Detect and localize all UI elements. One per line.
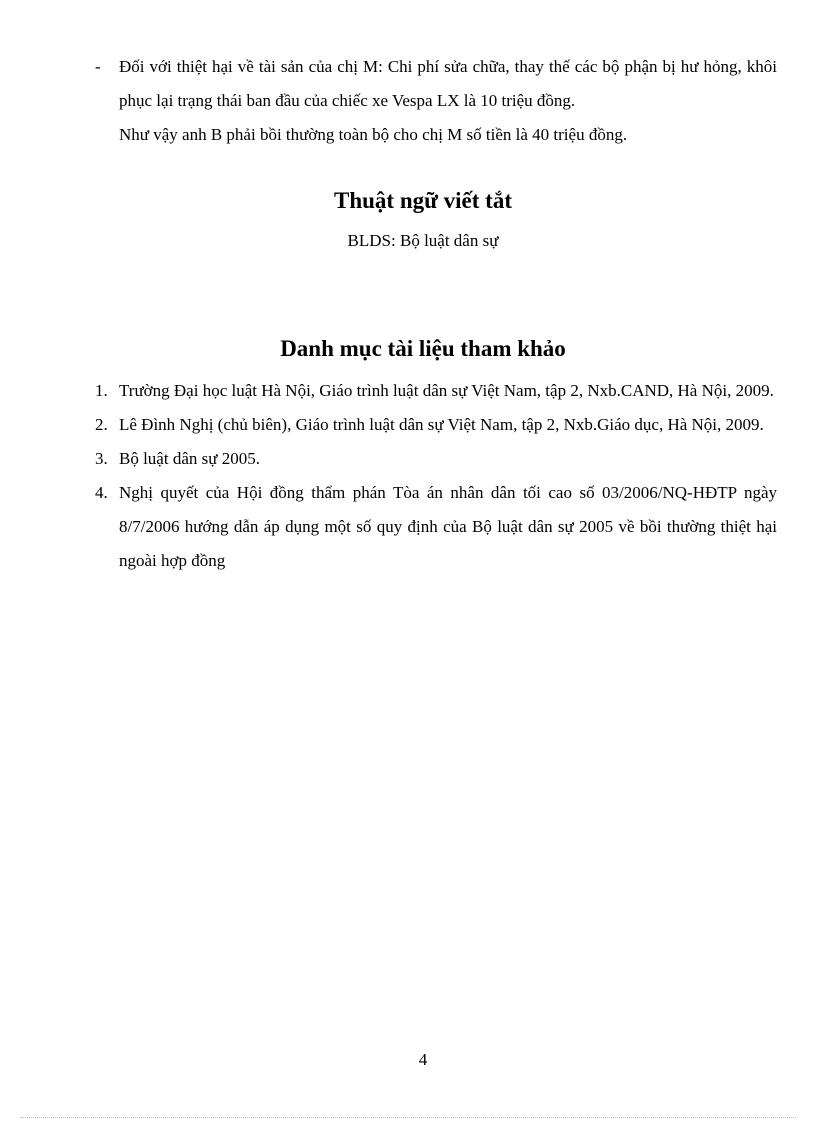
reference-text: Bộ luật dân sự 2005. (119, 449, 260, 468)
abbreviations-heading: Thuật ngữ viết tắt (333, 188, 512, 213)
reference-number: 3. (95, 449, 108, 468)
abbreviation-entry: BLDS: Bộ luật dân sự (347, 231, 499, 250)
reference-item (95, 476, 777, 578)
reference-number: 2. (95, 415, 108, 434)
bullet-item (95, 50, 777, 118)
conclusion-text: Như vậy anh B phải bồi thường toàn bộ cho chị M số tiền là 40 triệu đồng. (119, 125, 628, 144)
references-list (95, 374, 777, 578)
reference-number: 1. (95, 381, 108, 400)
references-heading: Danh mục tài liệu tham khảo (280, 336, 566, 361)
reference-item (95, 442, 777, 476)
reference-text: Nghị quyết của Hội đồng thẩm phán Tòa án nhân dân tối cao số 03/2006/NQ-HĐTP ngày 8/7/2006 hướng dẫn áp dụng một số quy định của Bộ luật dân sự 2005 về bồi thường thiệt hại ngoài hợp đồng (119, 483, 777, 570)
reference-text: Trường Đại học luật Hà Nội, Giáo trình luật dân sự Việt Nam, tập 2, Nxb.CAND, Hà Nội, 2009. (119, 381, 774, 400)
damages-section (95, 50, 777, 152)
bullet-mark: - (95, 57, 101, 76)
page-number: 4 (418, 1050, 428, 1069)
page-bottom-divider (20, 1117, 796, 1118)
reference-text: Lê Đình Nghị (chủ biên), Giáo trình luật dân sự Việt Nam, tập 2, Nxb.Giáo dục, Hà Nội, 2009. (119, 415, 764, 434)
reference-item (95, 408, 777, 442)
reference-item (95, 374, 777, 408)
bullet-text: Đối với thiệt hại về tài sản của chị M: Chi phí sửa chữa, thay thế các bộ phận bị hư hỏng, khôi phục lại trạng thái ban đầu của chiếc xe Vespa LX là 10 triệu đồng. (119, 57, 777, 110)
reference-number: 4. (95, 483, 108, 502)
